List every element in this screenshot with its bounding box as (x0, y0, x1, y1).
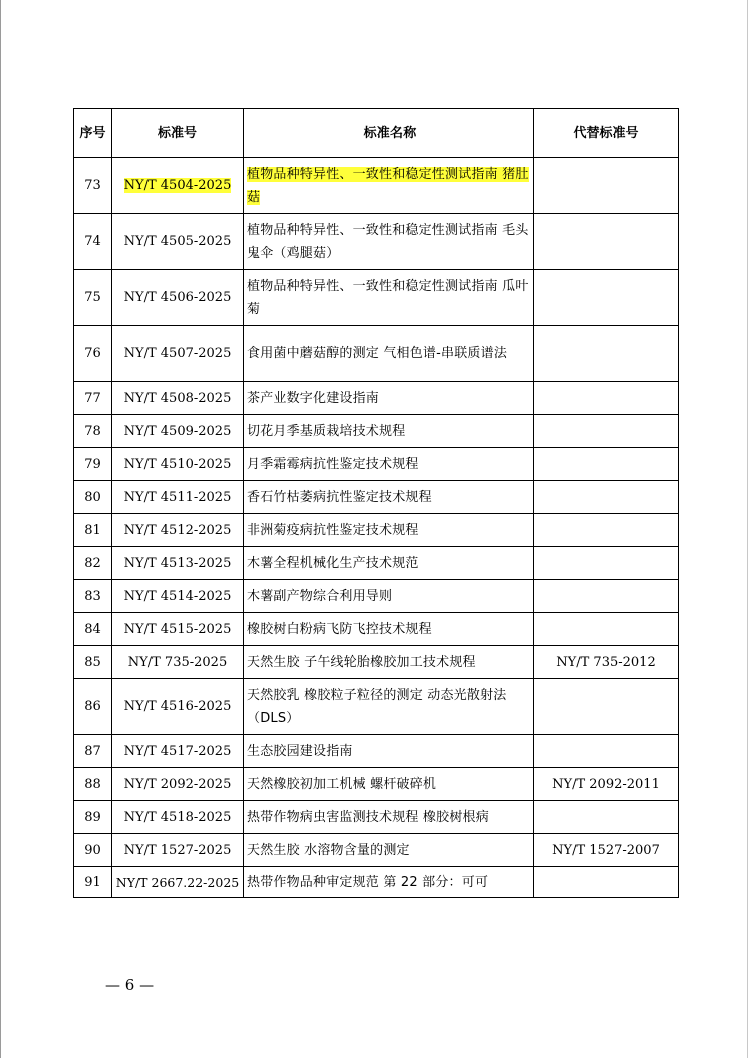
standard-number-cell: NY/T 2667.22-2025 (112, 867, 244, 898)
table-row (74, 547, 679, 580)
standard-name-cell: 香石竹枯萎病抗性鉴定技术规程 (244, 481, 534, 514)
replaced-standard-cell (534, 481, 679, 514)
row-number-text: 73 (84, 178, 101, 193)
standard-number-cell: NY/T 1527-2025 (112, 834, 244, 867)
row-number: 78 (74, 415, 112, 448)
replaced-standard-cell (534, 580, 679, 613)
standard-name-cell: 生态胶园建设指南 (244, 735, 534, 768)
row-number: 89 (74, 801, 112, 834)
standard-name-cell: 热带作物品种审定规范 第 22 部分：可可 (244, 867, 534, 898)
table-row (74, 613, 679, 646)
standard-number-cell: NY/T 4508-2025 (112, 382, 244, 415)
row-number: 79 (74, 448, 112, 481)
row-number: 91 (74, 867, 112, 898)
row-number: 87 (74, 735, 112, 768)
row-number: 81 (74, 514, 112, 547)
replaced-standard-cell (534, 214, 679, 270)
standard-name-text: 植物品种特异性、一致性和稳定性测试指南 猪肚菇 (247, 166, 529, 205)
standard-number-cell: NY/T 4510-2025 (112, 448, 244, 481)
standard-name-cell: 天然生胶 子午线轮胎橡胶加工技术规程 (244, 646, 534, 679)
standard-number-cell: NY/T 4514-2025 (112, 580, 244, 613)
replaced-standard-cell (534, 801, 679, 834)
replaced-standard-cell (534, 547, 679, 580)
replaced-standard-cell (534, 415, 679, 448)
row-number: 85 (74, 646, 112, 679)
row-number (74, 158, 112, 214)
standard-name-cell: 食用菌中蘑菇醇的测定 气相色谱-串联质谱法 (244, 326, 534, 382)
row-number: 76 (74, 326, 112, 382)
replaced-standard-cell (534, 514, 679, 547)
table-row (74, 646, 679, 679)
page-number: — 6 — (105, 976, 155, 994)
replaced-standard-cell: NY/T 2092-2011 (534, 768, 679, 801)
replaced-standard-cell (534, 382, 679, 415)
standard-number-cell (112, 158, 244, 214)
standard-name-cell: 天然胶乳 橡胶粒子粒径的测定 动态光散射法（DLS） (244, 679, 534, 735)
standard-name-cell: 天然生胶 水溶物含量的测定 (244, 834, 534, 867)
header-standard-name: 标准名称 (244, 109, 534, 158)
replaced-standard-cell (534, 326, 679, 382)
table-row (74, 834, 679, 867)
standard-name-cell: 木薯副产物综合利用导则 (244, 580, 534, 613)
table-row (74, 867, 679, 898)
standard-number-cell: NY/T 4513-2025 (112, 547, 244, 580)
replaced-standard-cell (534, 867, 679, 898)
replaced-standard-cell (534, 735, 679, 768)
table-row (74, 514, 679, 547)
standard-number-cell: NY/T 4505-2025 (112, 214, 244, 270)
table-row (74, 158, 679, 214)
replaced-standard-cell: NY/T 1527-2007 (534, 834, 679, 867)
header-serial-number: 序号 (74, 109, 112, 158)
page-edge-left (0, 0, 1, 1058)
standard-number-cell: NY/T 4518-2025 (112, 801, 244, 834)
standard-name-cell: 天然橡胶初加工机械 螺杆破碎机 (244, 768, 534, 801)
standard-name-cell: 月季霜霉病抗性鉴定技术规程 (244, 448, 534, 481)
standard-name-cell: 木薯全程机械化生产技术规范 (244, 547, 534, 580)
replaced-standard-cell (534, 158, 679, 214)
table-row (74, 415, 679, 448)
row-number: 74 (74, 214, 112, 270)
row-number: 75 (74, 270, 112, 326)
standard-number-cell: NY/T 4509-2025 (112, 415, 244, 448)
table-row (74, 735, 679, 768)
table-header-row (74, 109, 679, 158)
row-number: 83 (74, 580, 112, 613)
standard-name-cell: 植物品种特异性、一致性和稳定性测试指南 毛头鬼伞（鸡腿菇） (244, 214, 534, 270)
standard-number-cell: NY/T 4516-2025 (112, 679, 244, 735)
standard-name-cell: 热带作物病虫害监测技术规程 橡胶树根病 (244, 801, 534, 834)
table-row (74, 679, 679, 735)
table-row (74, 580, 679, 613)
replaced-standard-cell (534, 679, 679, 735)
standard-number-cell: NY/T 4515-2025 (112, 613, 244, 646)
table-row (74, 448, 679, 481)
standard-number-cell: NY/T 2092-2025 (112, 768, 244, 801)
standard-name-cell: 切花月季基质栽培技术规程 (244, 415, 534, 448)
standard-number-cell: NY/T 4517-2025 (112, 735, 244, 768)
table-row (74, 382, 679, 415)
table-row (74, 768, 679, 801)
standard-name-cell: 植物品种特异性、一致性和稳定性测试指南 瓜叶菊 (244, 270, 534, 326)
table-row (74, 801, 679, 834)
row-number: 82 (74, 547, 112, 580)
table-row (74, 270, 679, 326)
standard-number-cell: NY/T 4511-2025 (112, 481, 244, 514)
row-number: 86 (74, 679, 112, 735)
standard-name-cell: 茶产业数字化建设指南 (244, 382, 534, 415)
row-number: 84 (74, 613, 112, 646)
header-standard-number: 标准号 (112, 109, 244, 158)
row-number: 80 (74, 481, 112, 514)
standard-name-cell (244, 158, 534, 214)
row-number: 90 (74, 834, 112, 867)
row-number: 88 (74, 768, 112, 801)
replaced-standard-cell: NY/T 735-2012 (534, 646, 679, 679)
standard-number-cell: NY/T 4506-2025 (112, 270, 244, 326)
standards-table (73, 108, 679, 898)
standard-number-cell: NY/T 4507-2025 (112, 326, 244, 382)
table-row (74, 481, 679, 514)
standard-name-cell: 非洲菊疫病抗性鉴定技术规程 (244, 514, 534, 547)
standard-number-text: NY/T 4504-2025 (123, 178, 232, 193)
standard-number-cell: NY/T 735-2025 (112, 646, 244, 679)
replaced-standard-cell (534, 270, 679, 326)
table-row (74, 214, 679, 270)
table-row (74, 326, 679, 382)
standard-name-cell: 橡胶树白粉病飞防飞控技术规程 (244, 613, 534, 646)
header-replaced-standard: 代替标准号 (534, 109, 679, 158)
replaced-standard-cell (534, 613, 679, 646)
row-number: 77 (74, 382, 112, 415)
standard-number-cell: NY/T 4512-2025 (112, 514, 244, 547)
replaced-standard-cell (534, 448, 679, 481)
